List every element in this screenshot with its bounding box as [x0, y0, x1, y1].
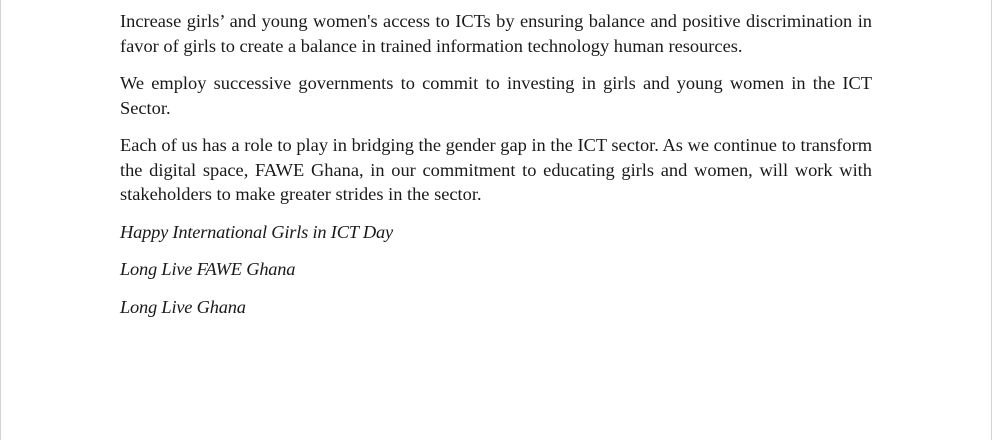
paragraph-governments: We employ successive governments to commit to investing in girls and young women in the ICT Sector. [120, 73, 872, 118]
document-page [120, 9, 872, 332]
closing-girls-ict-day: Happy International Girls in ICT Day [120, 221, 393, 242]
paragraph-role: Each of us has a role to play in bridging the gender gap in the ICT sector. As we continue to transform the digital space, FAWE Ghana, in our commitment to educating girls and women, will work with stakeholders to make greater strides in the sector. [120, 135, 872, 204]
paragraph-access: Increase girls’ and young women's access to ICTs by ensuring balance and positive discrimination in favor of girls to create a balance in trained information technology human resources. [120, 11, 872, 56]
closing-long-live-ghana: Long Live Ghana [120, 296, 246, 317]
closing-long-live-fawe: Long Live FAWE Ghana [120, 259, 296, 279]
page-left-border [0, 0, 1, 440]
